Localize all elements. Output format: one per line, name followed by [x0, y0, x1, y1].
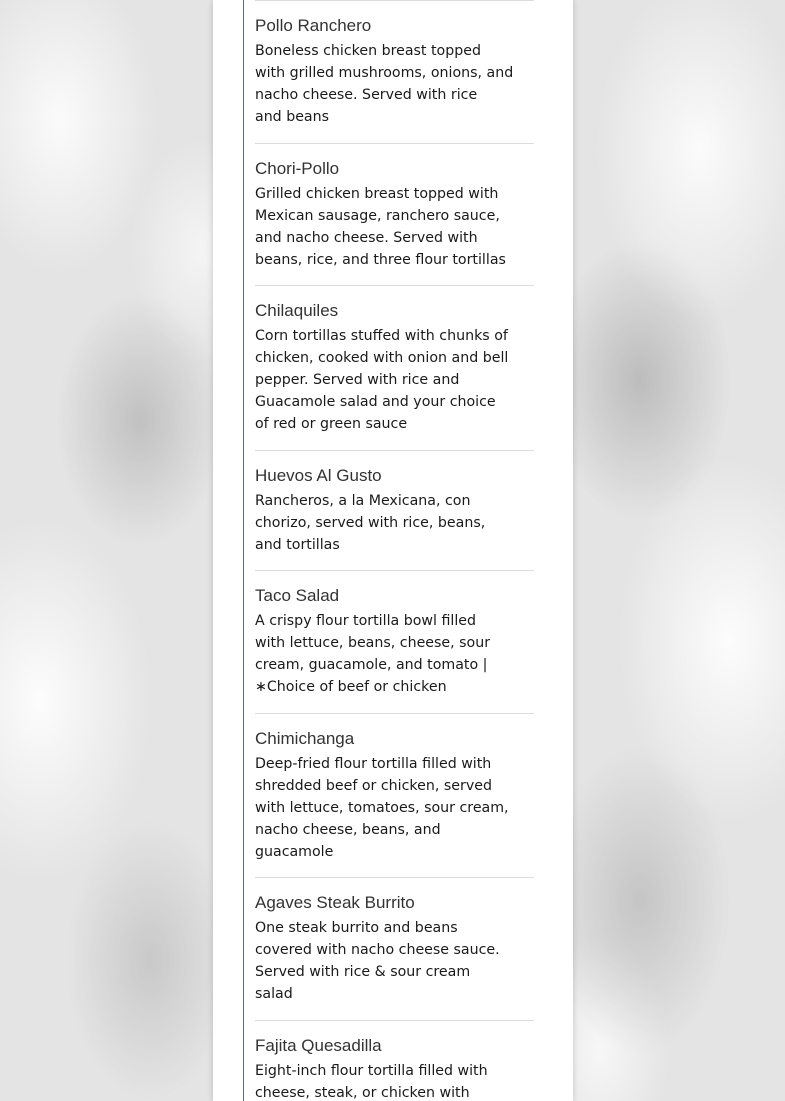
menu-item-agaves-steak-burrito — [255, 877, 534, 1020]
menu-item-description: Boneless chicken breast topped with grilled mushrooms, onions, and nacho cheese. Served with rice and beans — [255, 43, 514, 125]
menu-item-chimichanga — [255, 713, 534, 877]
menu-item-huevos-al-gusto — [255, 450, 534, 570]
menu-item-description: One steak burrito and beans covered with nacho cheese sauce. Served with rice & sour cream salad — [255, 920, 500, 1002]
menu-item-description: Deep-fried flour tortilla filled with shredded beef or chicken, served with lettuce, tomatoes, sour cream, nacho cheese, beans, and guacamole — [255, 756, 509, 860]
menu-item-name: Fajita Quesadilla — [255, 1036, 382, 1055]
menu-item-name: Huevos Al Gusto — [255, 466, 382, 485]
menu-item-name: Taco Salad — [255, 586, 340, 605]
menu-item-description: Grilled chicken breast topped with Mexican sausage, ranchero sauce, and nacho cheese. Served with beans, rice, and three flour tortillas — [255, 186, 506, 268]
menu-item-description: Rancheros, a la Mexicana, con chorizo, served with rice, beans, and tortillas — [255, 493, 486, 553]
menu-item-description: Corn tortillas stuffed with chunks of chicken, cooked with onion and bell pepper. Served with rice and Guacamole salad and your choice of red or green sauce — [255, 328, 509, 432]
menu-panel — [213, 0, 573, 1101]
menu-item-pollo-ranchero — [255, 0, 534, 143]
menu-list — [243, 0, 534, 1101]
menu-item-name: Agaves Steak Burrito — [255, 893, 415, 912]
menu-item-chilaquiles — [255, 285, 534, 450]
menu-item-taco-salad — [255, 570, 534, 713]
menu-item-name: Chori-Pollo — [255, 159, 340, 178]
menu-item-description: Eight-inch flour tortilla filled with cheese, steak, or chicken with — [255, 1063, 488, 1101]
menu-item-name: Chimichanga — [255, 729, 355, 748]
menu-item-name: Chilaquiles — [255, 301, 339, 320]
menu-item-chori-pollo — [255, 143, 534, 285]
menu-item-name: Pollo Ranchero — [255, 16, 372, 35]
menu-item-description: A crispy flour tortilla bowl filled with lettuce, beans, cheese, sour cream, guacamole, and tomato | ∗Choice of beef or chicken — [255, 613, 491, 695]
menu-item-fajita-quesadilla — [255, 1020, 534, 1101]
